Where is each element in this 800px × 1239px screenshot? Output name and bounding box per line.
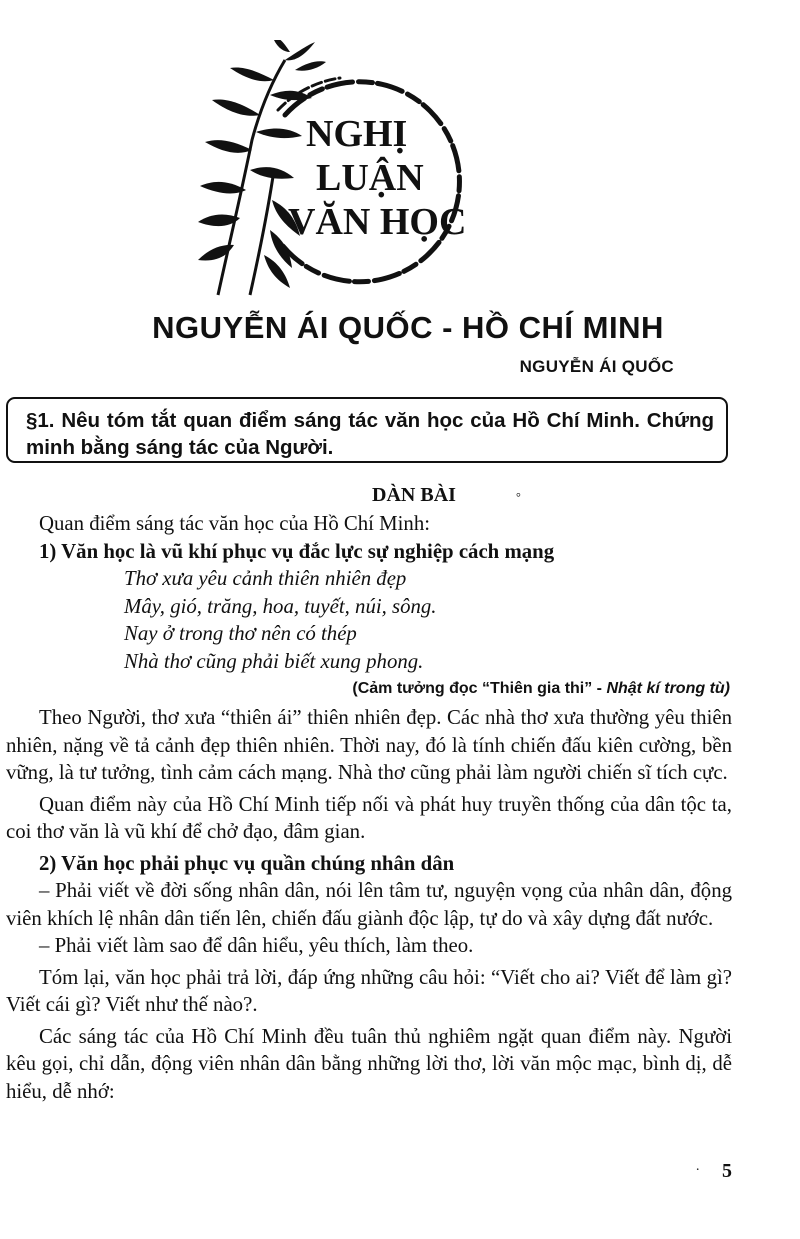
paragraph: Quan điểm này của Hồ Chí Minh tiếp nối và phát huy truyền thống của dân tộc ta, coi thơ văn là vũ khí để chở đạo, đâm gian. xyxy=(6,792,732,843)
stray-mark: ° xyxy=(516,490,521,504)
paragraph: Tóm lại, văn học phải trả lời, đáp ứng những câu hỏi: “Viết cho ai? Viết để làm gì? Viết cái gì? Viết như thế nào?. xyxy=(6,965,732,1016)
poem-line: Nhà thơ cũng phải biết xung phong. xyxy=(124,649,424,673)
chapter-title: NGUYỄN ÁI QUỐC - HỒ CHÍ MINH xyxy=(152,310,664,345)
poem-citation xyxy=(6,677,732,701)
page-number: 5 xyxy=(722,1160,732,1182)
paragraph: Theo Người, thơ xưa “thiên ái” thiên nhiên đẹp. Các nhà thơ xưa thường yêu thiên nhiên, nặng về tả cảnh đẹp thiên nhiên. Thời nay, đó là tính chiến đấu kiên cường, bền vững, là tư tưởng, tình cảm cách mạng. Nhà thơ cũng phải làm người chiến sĩ tích cực. xyxy=(6,706,732,784)
intro-paragraph: Quan điểm sáng tác văn học của Hồ Chí Minh: xyxy=(39,512,431,535)
citation-book: Nhật kí trong tù) xyxy=(606,680,730,697)
body-text xyxy=(6,510,732,1105)
chapter-emblem xyxy=(190,40,490,300)
page-mark: · xyxy=(695,1163,700,1178)
poem-line: Thơ xưa yêu cảnh thiên nhiên đẹp xyxy=(124,567,407,590)
question-text: §1. Nêu tóm tắt quan điểm sáng tác văn học của Hồ Chí Minh. Chứng minh bằng sáng tác của Người. xyxy=(26,409,714,459)
emblem-line-1: NGHỊ xyxy=(306,113,408,155)
question-box xyxy=(6,397,728,463)
emblem-line-3: VĂN HỌC xyxy=(288,201,467,243)
section-2-heading: 2) Văn học phải phục vụ quần chúng nhân dân xyxy=(39,851,455,875)
poem-line: Nay ở trong thơ nên có thép xyxy=(124,622,357,645)
paragraph: Các sáng tác của Hồ Chí Minh đều tuân thủ nghiêm ngặt quan điểm này. Người kêu gọi, chỉ dẫn, động viên nhân dân bằng những lời thơ, lời văn mộc mạc, bình dị, dễ hiểu, dễ nhớ: xyxy=(6,1024,732,1103)
section-1-heading: 1) Văn học là vũ khí phục vụ đắc lực sự nghiệp cách mạng xyxy=(39,539,555,563)
author-name: NGUYỄN ÁI QUỐC xyxy=(519,357,674,376)
paragraph: – Phải viết về đời sống nhân dân, nói lên tâm tư, nguyện vọng của nhân dân, động viên khích lệ nhân dân tiến lên, chiến đấu giành độc lập, tự do và xây dựng đất nước. xyxy=(6,879,732,930)
outline-heading: DÀN BÀI xyxy=(372,484,456,506)
emblem-line-2: LUẬN xyxy=(316,157,424,199)
poem xyxy=(124,565,732,675)
poem-line: Mây, gió, trăng, hoa, tuyết, núi, sông. xyxy=(124,594,437,618)
citation-source: (Cảm tưởng đọc “Thiên gia thi” - xyxy=(352,680,607,697)
paragraph: – Phải viết làm sao để dân hiểu, yêu thích, làm theo. xyxy=(39,934,474,957)
